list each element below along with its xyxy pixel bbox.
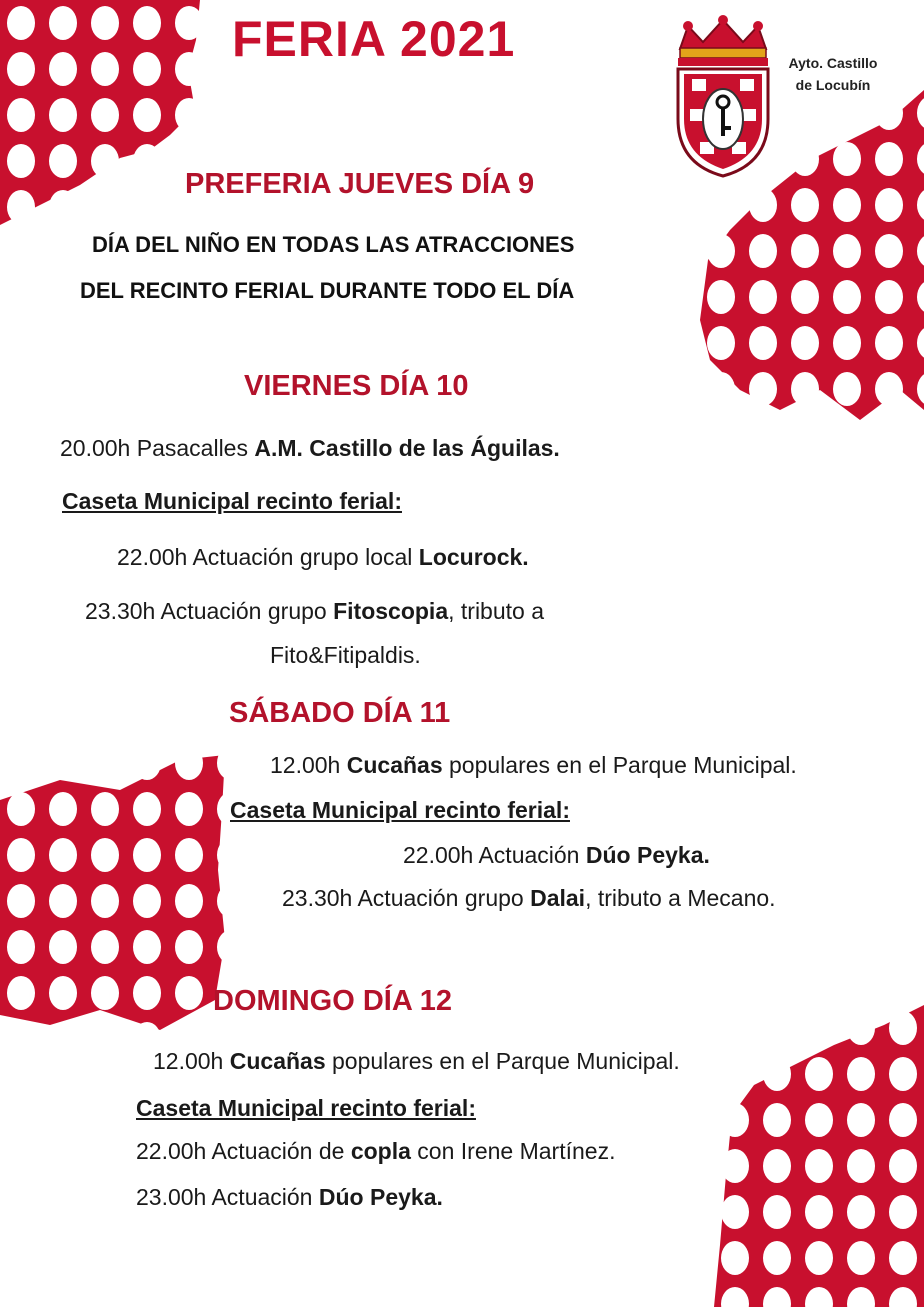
sabado-caseta-heading: Caseta Municipal recinto ferial: — [230, 797, 570, 823]
event-highlight: Fitoscopia — [333, 598, 449, 624]
sabado-event-1 — [270, 752, 797, 779]
event-text: 12.00h — [270, 752, 347, 778]
viernes-event-3 — [85, 598, 544, 625]
event-text: con Irene Martínez. — [410, 1138, 616, 1164]
sabado-event-3 — [282, 885, 776, 912]
event-text: 22.00h Actuación de — [136, 1138, 351, 1164]
event-text: 22.00h Actuación — [403, 842, 586, 868]
page-title: FERIA 2021 — [232, 11, 516, 67]
sabado-heading: SÁBADO DÍA 11 — [229, 697, 451, 729]
event-highlight: Dúo Peyka. — [585, 842, 710, 868]
organization-line-1: Ayto. Castillo — [788, 55, 878, 71]
preferia-line-1: DÍA DEL NIÑO EN TODAS LAS ATRACCIONES — [92, 232, 575, 257]
organization-line-2: de Locubín — [795, 77, 871, 93]
viernes-event-1 — [60, 435, 560, 462]
event-text: 20.00h Pasacalles — [60, 435, 255, 461]
viernes-heading: VIERNES DÍA 10 — [244, 370, 469, 402]
sabado-event-2 — [403, 842, 710, 869]
preferia-line-2: DEL RECINTO FERIAL DURANTE TODO EL DÍA — [80, 278, 575, 303]
event-highlight: A.M. Castillo de las Águilas. — [254, 435, 560, 461]
preferia-heading: PREFERIA JUEVES DÍA 9 — [185, 168, 535, 200]
crest-icon — [668, 14, 778, 179]
event-text: populares en el Parque Municipal. — [325, 1048, 680, 1074]
polka-dot-patch-bottom-right — [714, 1005, 924, 1307]
domingo-event-3 — [136, 1184, 443, 1211]
event-text: 23.00h Actuación — [136, 1184, 319, 1210]
viernes-caseta-heading: Caseta Municipal recinto ferial: — [62, 488, 402, 514]
event-text: populares en el Parque Municipal. — [442, 752, 797, 778]
event-text: , tributo a — [448, 598, 544, 624]
event-highlight: Locurock. — [418, 544, 529, 570]
event-highlight: Cucañas — [346, 752, 443, 778]
domingo-heading: DOMINGO DÍA 12 — [213, 985, 453, 1017]
event-text: 23.30h Actuación grupo — [85, 598, 334, 624]
event-highlight: Dalai — [530, 885, 586, 911]
viernes-event-3-continuation: Fito&Fitipaldis. — [270, 642, 421, 668]
event-text: , tributo a Mecano. — [585, 885, 776, 911]
event-highlight: copla — [350, 1138, 411, 1164]
event-text: 12.00h — [153, 1048, 230, 1074]
event-highlight: Dúo Peyka. — [318, 1184, 443, 1210]
viernes-event-2 — [117, 544, 529, 571]
domingo-caseta-heading: Caseta Municipal recinto ferial: — [136, 1095, 476, 1121]
event-text: 23.30h Actuación grupo — [282, 885, 531, 911]
domingo-event-2 — [136, 1138, 615, 1165]
event-text: 22.00h Actuación grupo local — [117, 544, 419, 570]
polka-dot-patch-middle-left — [0, 740, 230, 1040]
polka-dot-patch-top-left — [0, 0, 210, 230]
event-highlight: Cucañas — [229, 1048, 326, 1074]
domingo-event-1 — [153, 1048, 680, 1075]
